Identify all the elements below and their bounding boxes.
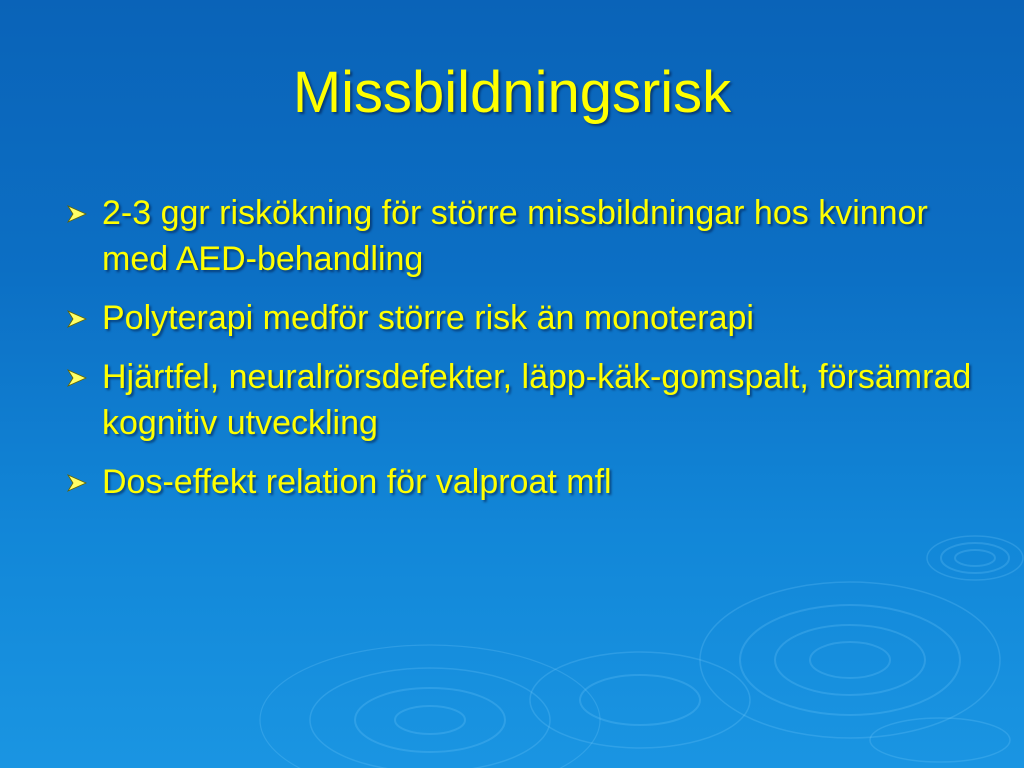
arrowhead-bullet-icon [66,474,88,492]
list-item [64,190,974,282]
slide-title: Missbildningsrisk [292,60,732,125]
bullet-text: 2-3 ggr riskökning för större missbildningar hos kvinnor med AED-behandling [102,194,928,278]
arrowhead-bullet-icon [66,310,88,328]
bullet-text: Polyterapi medför större risk än monoterapi [102,299,754,337]
list-item [64,459,974,505]
arrowhead-bullet-icon [66,205,88,223]
list-item [64,354,974,446]
bullet-text: Hjärtfel, neuralrörsdefekter, läpp-käk-gomspalt, försämrad kognitiv utveckling [102,358,972,442]
bullet-text: Dos-effekt relation för valproat mfl [102,463,612,501]
bullet-list [64,190,974,518]
list-item [64,295,974,341]
arrowhead-bullet-icon [66,369,88,387]
